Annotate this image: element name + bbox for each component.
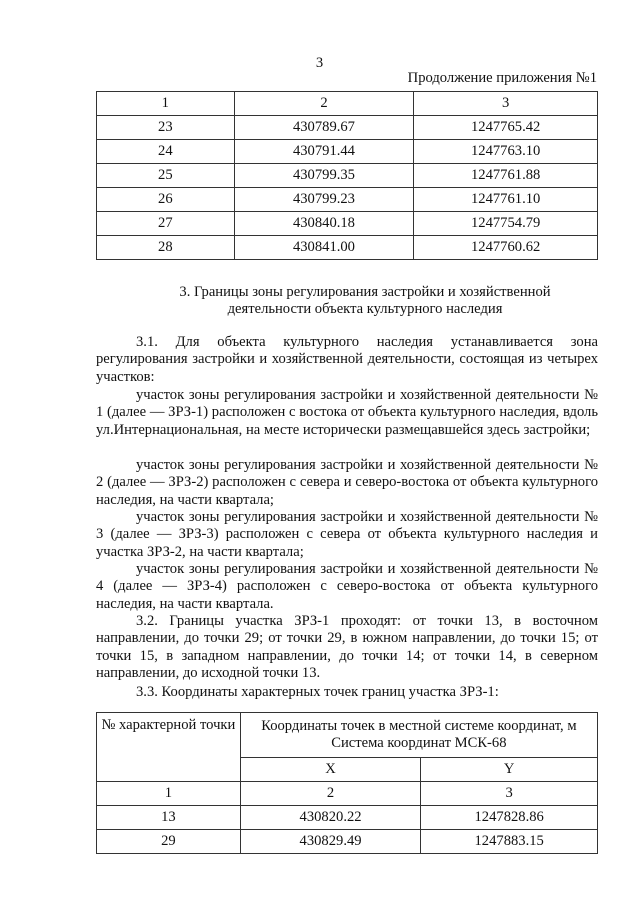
x-coordinate: 430841.00 (234, 236, 414, 260)
x-coordinate: 430789.67 (234, 116, 414, 140)
point-number: 13 (97, 806, 241, 830)
point-number: 28 (97, 236, 235, 260)
table-row (97, 188, 598, 212)
point-number: 23 (97, 116, 235, 140)
point-number: 29 (97, 830, 241, 854)
coordinates-header (240, 713, 597, 758)
y-coordinate: 1247761.10 (414, 188, 598, 212)
y-coordinate: 1247828.86 (421, 806, 598, 830)
y-coordinate: 1247765.42 (414, 116, 598, 140)
y-coordinate: 1247760.62 (414, 236, 598, 260)
appendix-continuation: Продолжение приложения №1 (407, 70, 597, 86)
x-axis-header: X (240, 758, 421, 782)
column-number-1: 1 (97, 92, 235, 116)
x-coordinate: 430791.44 (234, 140, 414, 164)
paragraph-zrz-3: участок зоны регулирования застройки и хозяйственной деятельности № 3 (далее — ЗРЗ-3) расположен с севера от объекта культурного наследия и участка ЗРЗ-2, на части квартала; (96, 509, 598, 560)
paragraph-zrz-2: участок зоны регулирования застройки и хозяйственной деятельности № 2 (далее — ЗРЗ-2) расположен с севера и северо-востока от объекта культурного наследия, на части квартала; (96, 457, 598, 508)
x-coordinate: 430840.18 (234, 212, 414, 236)
coordinates-header-line-2: Система координат МСК-68 (331, 735, 507, 751)
column-number-2: 2 (240, 782, 421, 806)
x-coordinate: 430829.49 (240, 830, 421, 854)
paragraph-zrz-1: участок зоны регулирования застройки и хозяйственной деятельности № 1 (далее — ЗРЗ-1) расположен с востока от объекта культурного наследия, вдоль ул.Интернациональная, на месте исторически размещавшейся здесь застройки; (96, 387, 598, 438)
section-heading-line-2: деятельности объекта культурного наследия (227, 301, 503, 318)
table-row (97, 212, 598, 236)
x-coordinate: 430799.23 (234, 188, 414, 212)
table-header-row (97, 92, 598, 116)
point-number-header: № характерной точки (97, 713, 241, 782)
table-row (97, 116, 598, 140)
column-numbering-row (97, 782, 598, 806)
paragraph-3-2: 3.2. Границы участка ЗРЗ-1 проходят: от точки 13, в восточном направлении, до точки 29; от точки 29, в южном направлении, до точки 15; от точки 15, в западном направлении, до точки 14; от точки 14, в северном направлении, до исходной точки 13. (96, 613, 598, 682)
point-number: 26 (97, 188, 235, 212)
column-number-3: 3 (421, 782, 598, 806)
table-row (97, 830, 598, 854)
x-coordinate: 430820.22 (240, 806, 421, 830)
column-number-1: 1 (97, 782, 241, 806)
x-coordinate: 430799.35 (234, 164, 414, 188)
coordinates-header-line-1: Координаты точек в местной системе координат, м (261, 718, 577, 734)
table-row (97, 140, 598, 164)
section-heading-line-1: 3. Границы зоны регулирования застройки и хозяйственной (179, 284, 551, 300)
coordinates-table-continued (96, 91, 598, 260)
paragraph-3-3: 3.3. Координаты характерных точек границ участка ЗРЗ-1: (136, 684, 499, 700)
column-number-2: 2 (234, 92, 414, 116)
section-heading (95, 284, 635, 319)
page-number: 3 (315, 55, 324, 71)
paragraph-3-1: 3.1. Для объекта культурного наследия устанавливается зона регулирования застройки и хозяйственной деятельности, состоящая из четырех участков: (96, 334, 598, 385)
point-number: 24 (97, 140, 235, 164)
paragraph-zrz-4: участок зоны регулирования застройки и хозяйственной деятельности № 4 (далее — ЗРЗ-4) расположен с северо-востока от объекта культурного наследия, на части квартала. (96, 561, 598, 612)
table-row (97, 236, 598, 260)
y-axis-header: Y (421, 758, 598, 782)
table-row (97, 164, 598, 188)
table-header-row (97, 713, 598, 758)
y-coordinate: 1247761.88 (414, 164, 598, 188)
column-number-3: 3 (414, 92, 598, 116)
y-coordinate: 1247754.79 (414, 212, 598, 236)
y-coordinate: 1247763.10 (414, 140, 598, 164)
point-number: 25 (97, 164, 235, 188)
point-number: 27 (97, 212, 235, 236)
table-row (97, 806, 598, 830)
y-coordinate: 1247883.15 (421, 830, 598, 854)
zrz1-coordinates-table (96, 712, 598, 854)
